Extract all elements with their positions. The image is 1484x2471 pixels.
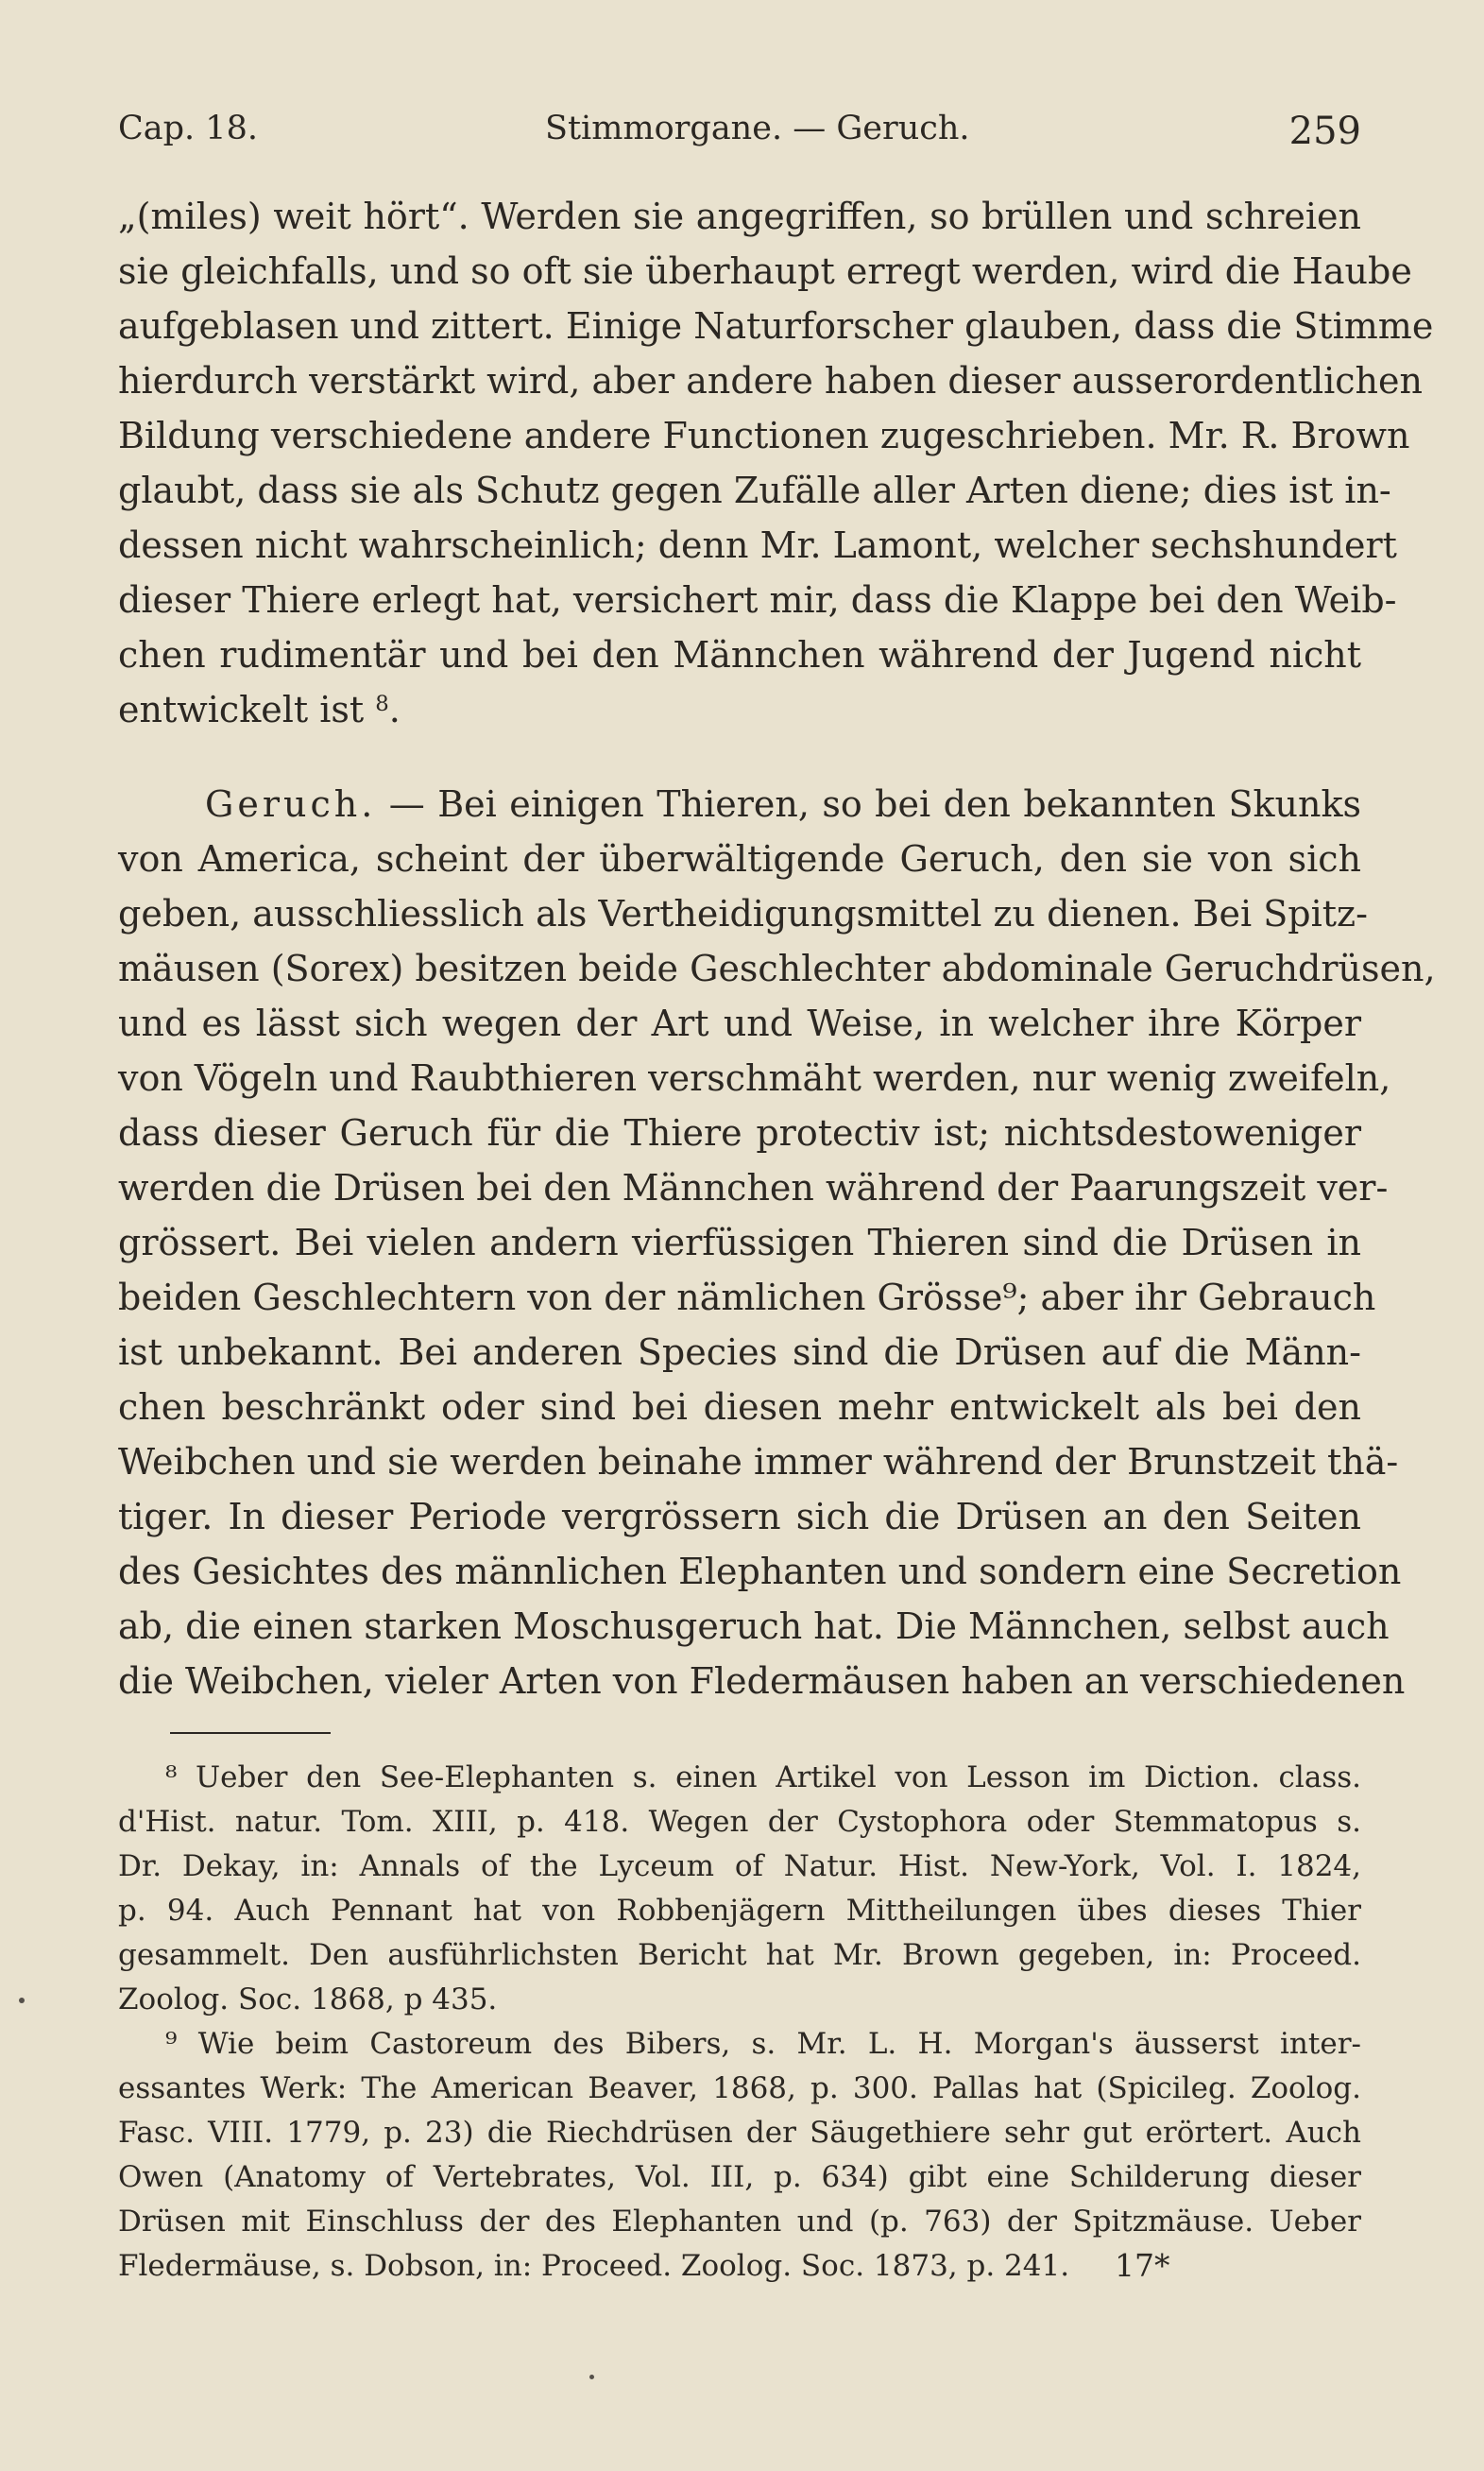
text-line: geben, ausschliesslich als Vertheidigungsmittel zu dienen. Bei Spitz- <box>118 893 1368 935</box>
text-line: sie gleichfalls, und so oft sie überhaupt erregt werden, wird die Haube <box>118 250 1412 292</box>
text-line: ab, die einen starken Moschusgeruch hat. Die Männchen, selbst auch <box>118 1605 1390 1647</box>
footnote-line: Zoolog. Soc. 1868, p 435. <box>118 1982 498 2016</box>
text-line: ist unbekannt. Bei anderen Species sind die Drüsen auf die Männ- <box>118 1331 1361 1373</box>
main-text <box>118 189 1436 1708</box>
footnote-line: ⁹ Wie beim Castoreum des Bibers, s. Mr. L. H. Morgan's äusserst inter- <box>165 2027 1361 2061</box>
text-line: grössert. Bei vielen andern vierfüssigen Thieren sind die Drüsen in <box>118 1222 1361 1263</box>
section-heading: Geruch. <box>205 783 377 825</box>
section-title: Stimmorgane. — Geruch. <box>545 110 970 147</box>
text-line: werden die Drüsen bei den Männchen während der Paarungszeit ver- <box>118 1167 1389 1209</box>
text-line: und es lässt sich wegen der Art und Weise, in welcher ihre Körper <box>118 1003 1361 1044</box>
text-line: dessen nicht wahrscheinlich; denn Mr. Lamont, welcher sechshundert <box>118 524 1397 566</box>
text-line: chen rudimentär und bei den Männchen während der Jugend nicht <box>118 634 1361 676</box>
page-number: 259 <box>1288 110 1361 153</box>
text-fragment: entwickelt ist <box>118 689 365 730</box>
text-line: dass dieser Geruch für die Thiere protectiv ist; nichtsdestoweniger <box>118 1112 1361 1154</box>
text-fragment: — Bei einigen Thieren, so bei den bekannten Skunks <box>388 783 1361 825</box>
text-line: dieser Thiere erlegt hat, versichert mir, dass die Klappe bei den Weib- <box>118 579 1397 621</box>
footnote-line: p. 94. Auch Pennant hat von Robbenjägern Mittheilungen übes dieses Thier <box>118 1894 1361 1928</box>
footnote-ref-8: 8 <box>375 692 389 716</box>
text-fragment: . <box>388 689 401 730</box>
footnote-line: Fasc. VIII. 1779, p. 23) die Riechdrüsen der Säugethiere sehr gut erörtert. Auch <box>118 2116 1361 2150</box>
text-line: Weibchen und sie werden beinahe immer während der Brunstzeit thä- <box>118 1441 1399 1483</box>
text-line: mäusen (Sorex) besitzen beide Geschlechter abdominale Geruchdrüsen, <box>118 948 1436 989</box>
text-line-end <box>118 682 1361 737</box>
text-line: chen beschränkt oder sind bei diesen mehr entwickelt als bei den <box>118 1386 1361 1428</box>
footnotes <box>118 1756 1361 2289</box>
footnote-8 <box>118 1756 1361 2022</box>
footnote-line: ⁸ Ueber den See-Elephanten s. einen Artikel von Lesson im Diction. class. <box>165 1760 1361 1794</box>
text-line: „(miles) weit hört“. Werden sie angegriffen, so brüllen und schreien <box>118 196 1361 237</box>
footnote-divider <box>170 1732 331 1734</box>
footnote-line: gesammelt. Den ausführlichsten Bericht hat Mr. Brown gegeben, in: Proceed. <box>118 1938 1361 1972</box>
paper-speck <box>589 2375 594 2379</box>
text-line: hierdurch verstärkt wird, aber andere haben dieser ausserordentlichen <box>118 360 1423 402</box>
footnote-line: Drüsen mit Einschluss der des Elephanten und (p. 763) der Spitzmäuse. Ueber <box>118 2205 1361 2239</box>
text-line: von Vögeln und Raubthieren verschmäht werden, nur wenig zweifeln, <box>118 1057 1391 1099</box>
text-line: beiden Geschlechtern von der nämlichen Grösse⁹; aber ihr Gebrauch <box>118 1277 1376 1318</box>
footnote-line: essantes Werk: The American Beaver, 1868, p. 300. Pallas hat (Spicileg. Zoolog. <box>118 2071 1361 2105</box>
text-line: von America, scheint der überwältigende Geruch, den sie von sich <box>118 838 1361 880</box>
footnote-line: Fledermäuse, s. Dobson, in: Proceed. Zoolog. Soc. 1873, p. 241. <box>118 2249 1070 2283</box>
chapter-label: Cap. 18. <box>118 110 258 147</box>
footnote-line: Dr. Dekay, in: Annals of the Lyceum of Natur. Hist. New-York, Vol. I. 1824, <box>118 1849 1361 1883</box>
signature-mark: 17* <box>1115 2247 1170 2284</box>
text-line: die Weibchen, vieler Arten von Fledermäusen haben an verschiedenen <box>118 1660 1406 1702</box>
paragraph-smell <box>118 777 1436 1708</box>
text-line: Bildung verschiedene andere Functionen zugeschrieben. Mr. R. Brown <box>118 415 1410 456</box>
footnote-line: Owen (Anatomy of Vertebrates, Vol. III, p. 634) gibt eine Schilderung dieser <box>118 2160 1361 2194</box>
paper-speck <box>19 1998 25 2003</box>
text-line-first <box>118 777 1361 832</box>
paragraph-voice <box>118 189 1434 737</box>
running-header <box>118 110 1361 157</box>
text-line: tiger. In dieser Periode vergrössern sich die Drüsen an den Seiten <box>118 1496 1361 1537</box>
text-line: des Gesichtes des männlichen Elephanten und sondern eine Secretion <box>118 1551 1402 1592</box>
text-line: aufgeblasen und zittert. Einige Naturforscher glauben, dass die Stimme <box>118 305 1434 347</box>
footnote-line: d'Hist. natur. Tom. XIII, p. 418. Wegen der Cystophora oder Stemmatopus s. <box>118 1805 1361 1839</box>
text-line: glaubt, dass sie als Schutz gegen Zufälle aller Arten diene; dies ist in- <box>118 470 1391 511</box>
footnote-9 <box>118 2022 1361 2289</box>
